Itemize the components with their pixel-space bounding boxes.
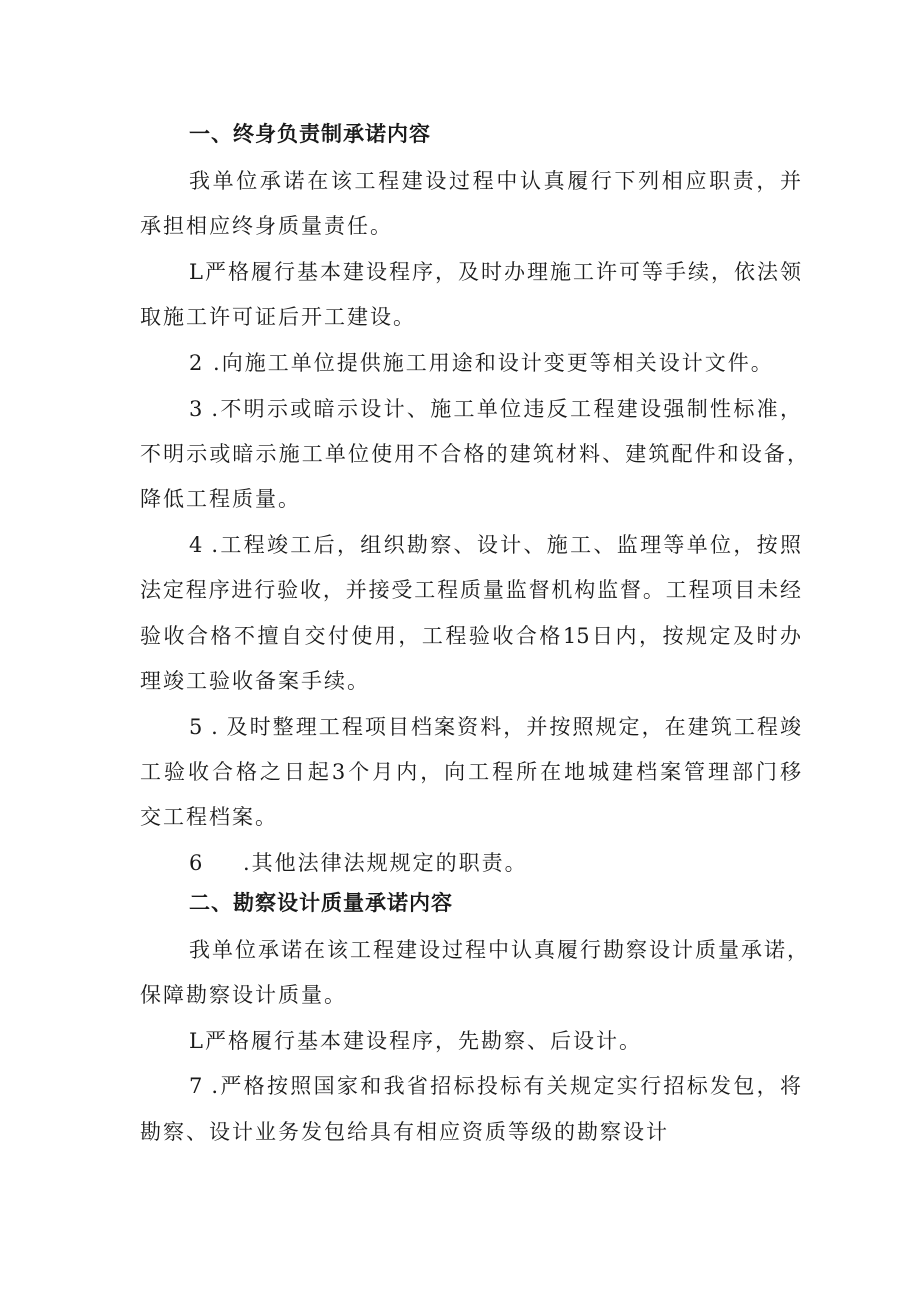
list-item-line: .其他法律法规规定的职责。 [243, 851, 528, 875]
list-item-line: 取施工许可证后开工建设。 [140, 305, 416, 329]
paragraph-line: 承担相应终身质量责任。 [140, 214, 393, 238]
list-item-line: 工验收合格之日起3个月内，向工程所在地城建档案管理部门移 [140, 760, 801, 784]
list-item-line: 3 .不明示或暗示设计、施工单位违反工程建设强制性标准， [189, 397, 801, 421]
paragraph-line: 我单位承诺在该工程建设过程中认真履行勘察设计质量承诺， [189, 938, 808, 962]
list-item-line: 7 .严格按照国家和我省招标投标有关规定实行招标发包，将 [189, 1074, 801, 1098]
list-item-line: 验收合格不擅自交付使用，工程验收合格15日内，按规定及时办 [140, 624, 801, 648]
paragraph-line: 我单位承诺在该工程建设过程中认真履行下列相应职责，并 [189, 169, 801, 193]
list-item-line: 5 . 及时整理工程项目档案资料，并按照规定，在建筑工程竣 [189, 715, 801, 739]
list-item-number: 6 [189, 851, 205, 875]
list-item-line: L严格履行基本建设程序，及时办理施工许可等手续，依法领 [189, 260, 801, 284]
list-item-line: 理竣工验收备案手续。 [140, 669, 370, 693]
list-item-line: 4 .工程竣工后，组织勘察、设计、施工、监理等单位，按照 [189, 533, 801, 557]
list-item-line: 交工程档案。 [140, 805, 278, 829]
list-item-line: 降低工程质量。 [140, 487, 301, 511]
list-item-line: 法定程序进行验收，并接受工程质量监督机构监督。工程项目未经 [140, 578, 801, 602]
list-item-line: 勘察、设计业务发包给具有相应资质等级的勘察设计 [140, 1120, 669, 1144]
list-item-line: 不明示或暗示施工单位使用不合格的建筑材料、建筑配件和设备， [140, 442, 808, 466]
list-item-line: L严格履行基本建设程序，先勘察、后设计。 [189, 1029, 642, 1053]
section-heading: 一、终身负责制承诺内容 [189, 122, 431, 146]
list-item-line: 2 .向施工单位提供施工用途和设计变更等相关设计文件。 [189, 351, 774, 375]
section-heading: 二、勘察设计质量承诺内容 [189, 891, 453, 915]
paragraph-line: 保障勘察设计质量。 [140, 983, 347, 1007]
